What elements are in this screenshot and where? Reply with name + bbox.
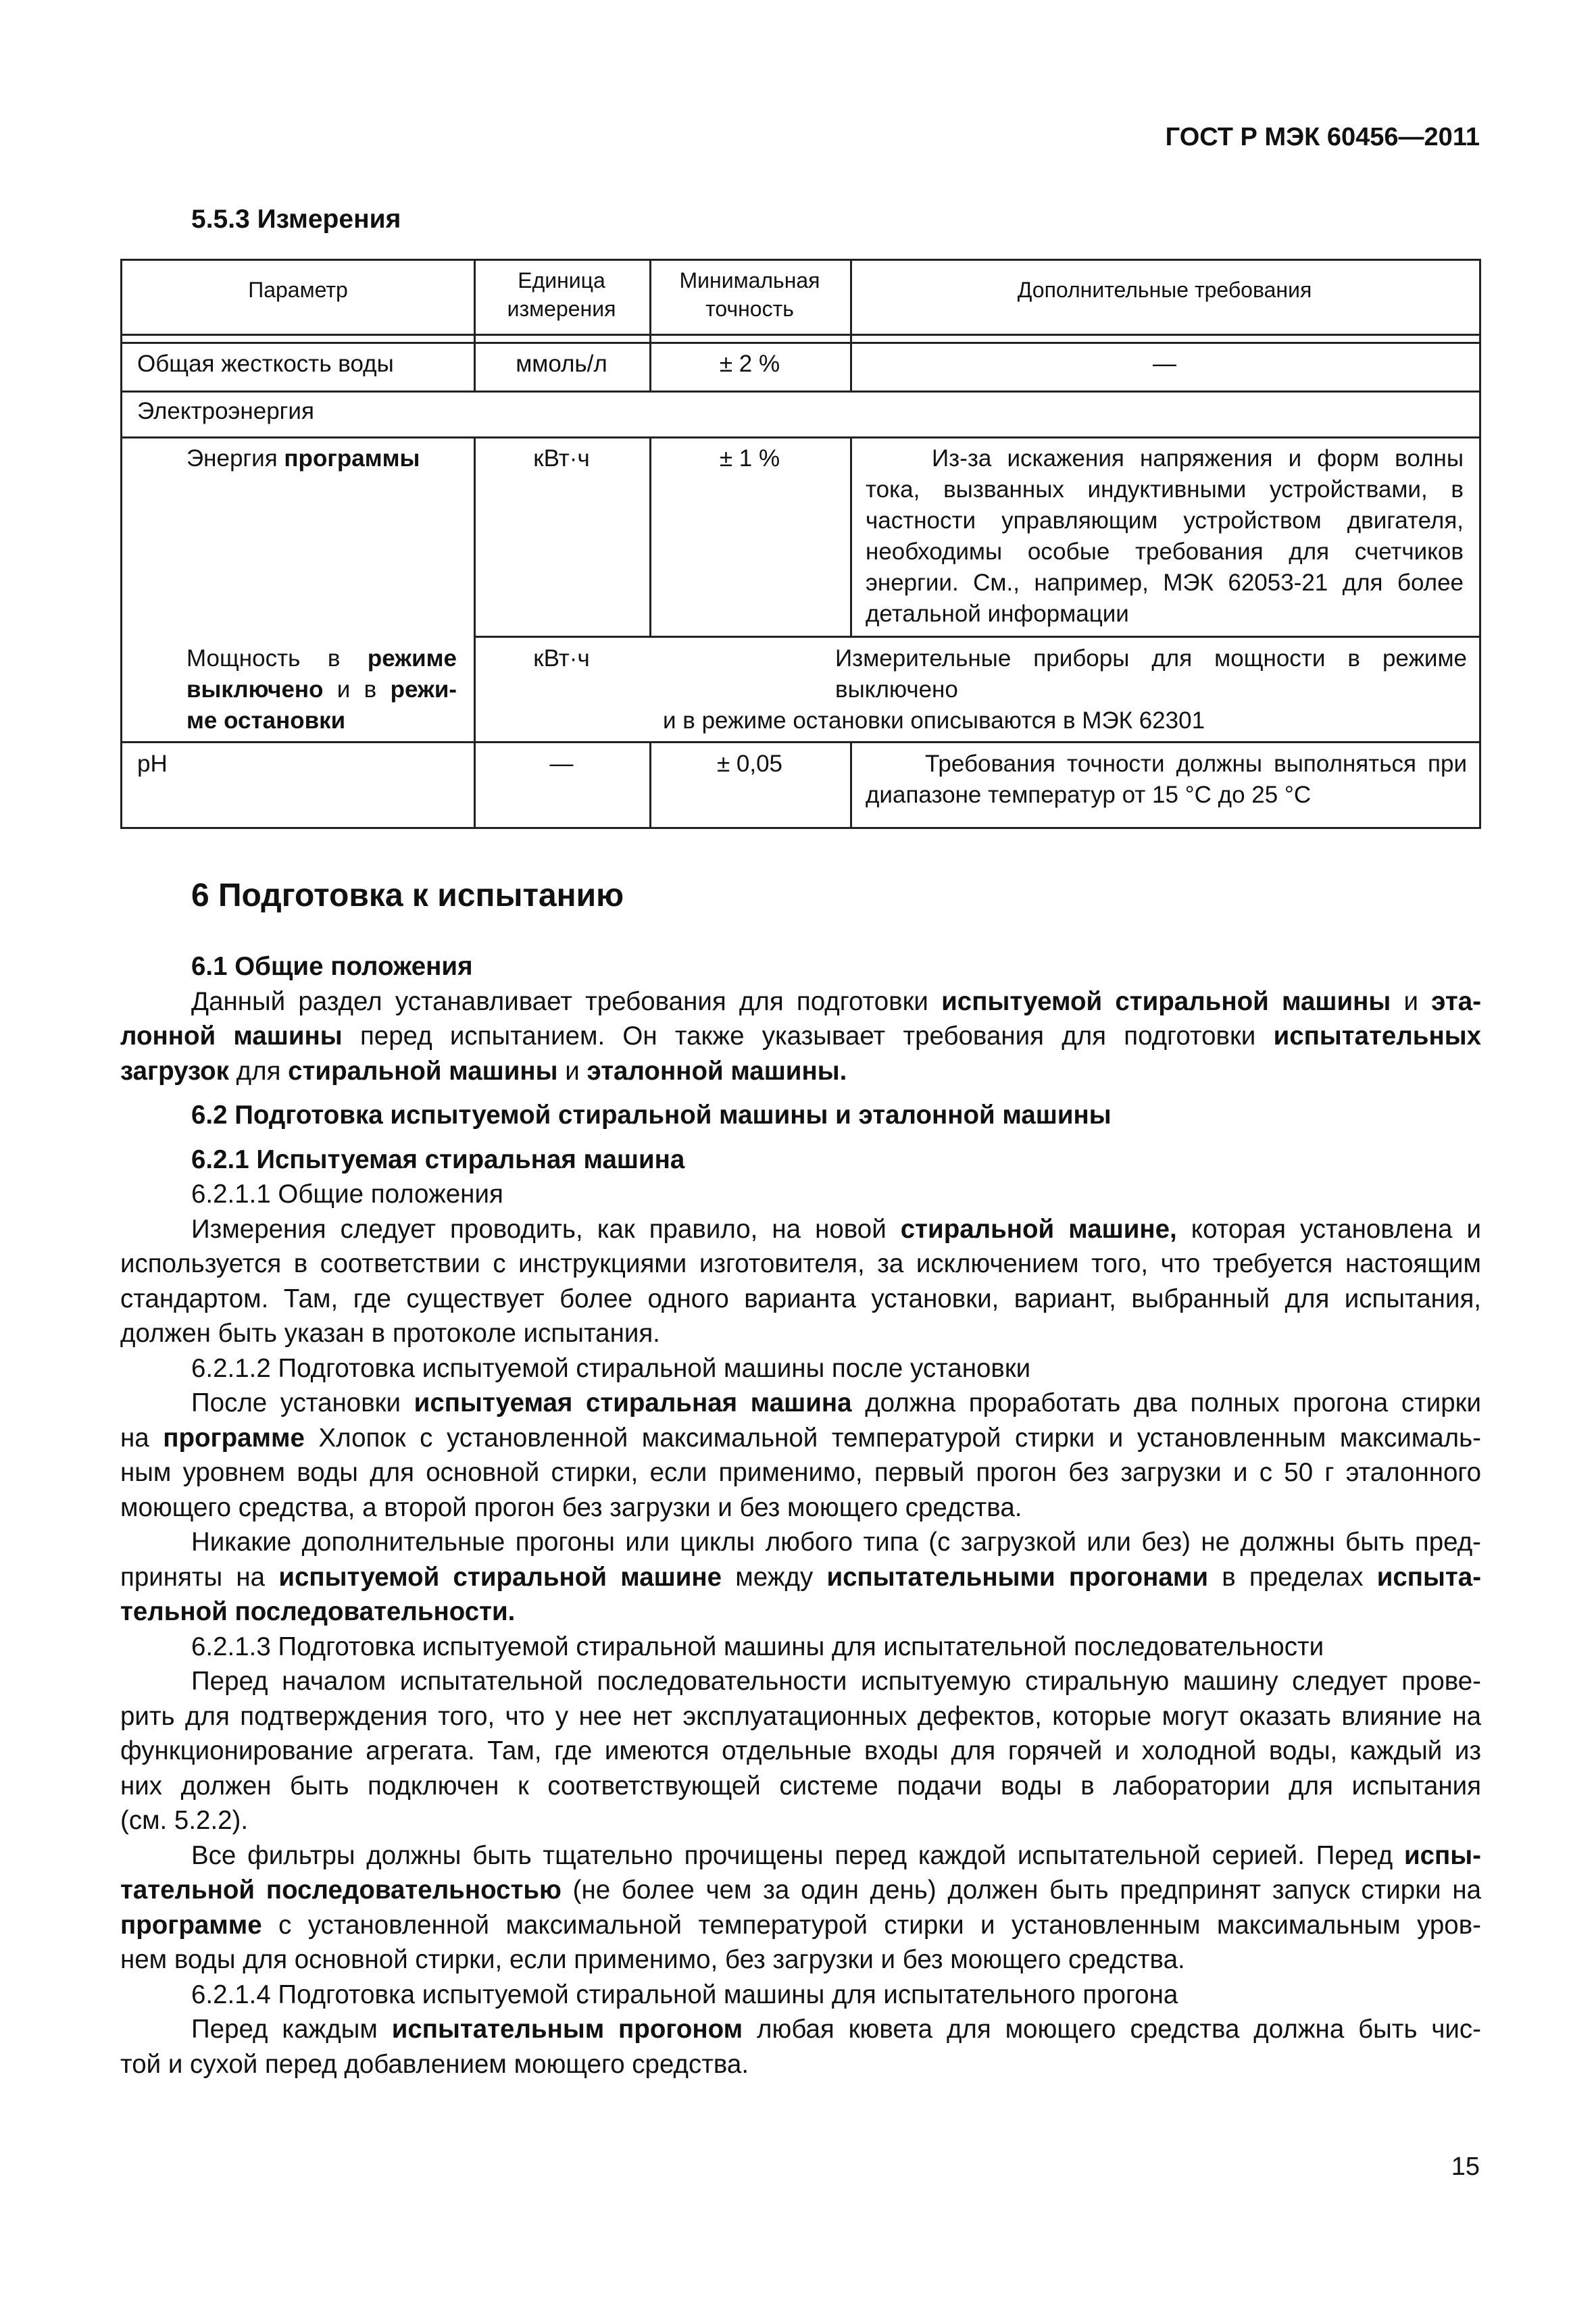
param-text: Энергия bbox=[186, 445, 284, 472]
bold-term: программе bbox=[163, 1423, 305, 1453]
req-line: частности управляющим устройством двигателя, bbox=[866, 507, 1464, 534]
row-program-energy-req bbox=[866, 443, 1464, 630]
param-term: режи- bbox=[390, 676, 457, 703]
heading-6-1-text: 6.1 Общие положения bbox=[191, 952, 473, 981]
text-line bbox=[120, 1386, 1481, 1421]
row-water-hardness-accuracy: ± 2 % bbox=[719, 351, 780, 377]
text-run: в пределах bbox=[1208, 1562, 1377, 1592]
text-line: функционирование агрегата. Там, где имеются отдельные входы для горячей и холодной воды, каждый из bbox=[120, 1736, 1481, 1765]
paragraph-6-2-1-1 bbox=[120, 1212, 1481, 1351]
paragraph-6-2-1-2a bbox=[120, 1386, 1481, 1525]
bold-term: испытательным прогоном bbox=[391, 2015, 743, 2044]
clause-6-2-1-2 bbox=[120, 1351, 1481, 1386]
table-rule bbox=[122, 391, 1479, 393]
param-line bbox=[186, 674, 457, 705]
standard-header: ГОСТ Р МЭК 60456—2011 bbox=[1165, 123, 1480, 151]
row-off-mode-unit: кВт·ч bbox=[533, 645, 590, 672]
param-text: и в bbox=[323, 676, 391, 703]
clause-6-2-1-3 bbox=[120, 1630, 1481, 1665]
text-run: между bbox=[722, 1562, 827, 1592]
param-text: Мощность в bbox=[186, 645, 368, 672]
text-run: должна проработать два полных прогона стирки bbox=[851, 1388, 1481, 1417]
text-line: 6.2.1.2 Подготовка испытуемой стиральной машины после установки bbox=[191, 1353, 1031, 1383]
section-6-title: 6 Подготовка к испытанию bbox=[191, 878, 624, 913]
text-run: Все фильтры должны быть тщательно прочищены перед каждой испытательной серией. Перед bbox=[191, 1840, 1404, 1870]
text-run: для bbox=[228, 1056, 289, 1086]
text-line: Никакие дополнительные прогоны или циклы любого типа (с загрузкой или без) не должны быть пред- bbox=[191, 1528, 1481, 1557]
text-line: стандартом. Там, где существует более одного варианта установки, вариант, выбранный для испытания, bbox=[120, 1284, 1481, 1313]
text-line bbox=[120, 1560, 1481, 1595]
row-water-hardness-param: Общая жесткость воды bbox=[137, 351, 394, 377]
param-line bbox=[186, 643, 457, 674]
text-line: рить для подтверждения того, что у нее нет эксплуатационных дефектов, которые могут оказать влияние на bbox=[120, 1701, 1481, 1731]
section-6-body bbox=[120, 949, 1481, 2082]
text-line: 6.2.1.4 Подготовка испытуемой стиральной машины для испытательного прогона bbox=[191, 1980, 1178, 2009]
text-line bbox=[120, 1019, 1481, 1054]
text-line: той и сухой перед добавлением моющего средства. bbox=[120, 2049, 749, 2079]
text-run: Перед каждым bbox=[191, 2015, 392, 2044]
req-line: необходимы особые требования для счетчиков bbox=[866, 538, 1464, 565]
paragraph-6-2-1-3b bbox=[120, 1838, 1481, 1978]
bold-term: эта- bbox=[1431, 986, 1482, 1016]
text-line: Перед началом испытательной последовательности испытуемую стиральную машину следует прове- bbox=[191, 1667, 1481, 1696]
header-param: Параметр bbox=[248, 278, 348, 302]
table-rule bbox=[850, 436, 852, 636]
text-line: должен быть указан в протоколе испытания. bbox=[120, 1319, 660, 1348]
param-term: ме остановки bbox=[186, 707, 346, 734]
row-program-energy-unit: кВт·ч bbox=[533, 445, 590, 472]
bold-term: программе bbox=[120, 1910, 262, 1940]
bold-term: стиральной машины bbox=[288, 1056, 558, 1086]
bold-term: тательной последовательностью bbox=[120, 1876, 562, 1905]
text-run: на bbox=[120, 1423, 164, 1453]
row-off-mode-note bbox=[663, 643, 1467, 736]
heading-6-1 bbox=[120, 949, 1481, 984]
text-line bbox=[120, 984, 1481, 1020]
bold-term: лонной машины bbox=[120, 1022, 343, 1051]
req-line: энергии. См., например, МЭК 62053-21 для более bbox=[866, 570, 1464, 596]
text-line bbox=[120, 1873, 1481, 1908]
measurements-table bbox=[120, 259, 1481, 829]
text-line bbox=[120, 2012, 1481, 2047]
row-ph-param: pH bbox=[137, 751, 168, 777]
text-line bbox=[120, 1098, 1481, 1133]
row-off-mode-param bbox=[186, 643, 457, 736]
page-number: 15 bbox=[1451, 2153, 1480, 2181]
table-rule bbox=[850, 741, 852, 829]
heading-6-2-1-text: 6.2.1 Испытуемая стиральная машина bbox=[191, 1145, 685, 1174]
bold-term: тельной последовательности. bbox=[120, 1597, 516, 1626]
bold-term: испытательных bbox=[1273, 1022, 1481, 1051]
header-unit-line: измерения bbox=[507, 297, 616, 321]
note-line: Измерительные приборы для мощности в режиме выключено bbox=[835, 645, 1467, 703]
table-rule bbox=[474, 636, 1479, 638]
row-program-energy-accuracy: ± 1 % bbox=[719, 445, 780, 472]
text-line: используется в соответствии с инструкциями изготовителя, за исключением того, что требуется настоящим bbox=[120, 1249, 1481, 1278]
row-ph-unit: — bbox=[549, 751, 574, 777]
row-ph-req bbox=[866, 749, 1467, 811]
bold-term: стиральной машине, bbox=[900, 1214, 1177, 1244]
text-run: (не более чем за один день) должен быть предпринят запуск стирки на bbox=[561, 1876, 1482, 1905]
req-line: диапазоне температур от 15 °С до 25 °С bbox=[866, 782, 1312, 808]
text-run: Данный раздел устанавливает требования для подготовки bbox=[191, 986, 942, 1016]
text-line bbox=[120, 949, 1481, 984]
req-line: тока, вызванных индуктивными устройствами, в bbox=[866, 476, 1464, 503]
row-electricity-param: Электроэнергия bbox=[137, 398, 314, 424]
header-accuracy-line: точность bbox=[705, 297, 794, 321]
paragraph-6-2-1-2b bbox=[120, 1525, 1481, 1630]
heading-6-2 bbox=[120, 1098, 1481, 1133]
section-5-5-3-title: 5.5.3 Измерения bbox=[191, 205, 401, 234]
text-run: и bbox=[1391, 986, 1432, 1016]
heading-6-2-1 bbox=[120, 1142, 1481, 1178]
text-line bbox=[120, 1594, 1481, 1630]
bold-term: испытуемой стиральной машине bbox=[278, 1562, 722, 1592]
table-rule bbox=[122, 342, 1479, 344]
text-run: которая установлена и bbox=[1176, 1214, 1481, 1244]
req-line: детальной информации bbox=[866, 601, 1129, 627]
table-rule bbox=[122, 334, 1479, 336]
text-run: После установки bbox=[191, 1388, 414, 1417]
bold-term: испытательными прогонами bbox=[826, 1562, 1208, 1592]
text-line bbox=[120, 1142, 1481, 1178]
bold-term: загрузок bbox=[120, 1056, 229, 1086]
text-run: любая кювета для моющего средства должна быть чис- bbox=[743, 2015, 1481, 2044]
text-run: Хлопок с установленной максимальной температурой стирки и установленным максималь- bbox=[304, 1423, 1482, 1453]
row-ph-accuracy: ± 0,05 bbox=[716, 751, 783, 777]
text-line: (см. 5.2.2). bbox=[120, 1806, 249, 1835]
header-accuracy-line: Минимальная bbox=[679, 268, 820, 293]
text-run: приняты на bbox=[120, 1562, 279, 1592]
text-run: и bbox=[557, 1056, 587, 1086]
note-line: и в режиме остановки описываются в МЭК 62301 bbox=[663, 707, 1205, 734]
row-water-hardness-req: — bbox=[1153, 351, 1176, 377]
paragraph-6-2-1-3a bbox=[120, 1664, 1481, 1838]
text-line bbox=[120, 1838, 1481, 1873]
bold-term: испытуемая стиральная машина bbox=[414, 1388, 852, 1417]
heading-6-2-text: 6.2 Подготовка испытуемой стиральной машины и эталонной машины bbox=[191, 1101, 1112, 1130]
text-run: перед испытанием. Он также указывает требования для подготовки bbox=[342, 1022, 1274, 1051]
text-line bbox=[120, 1054, 1481, 1089]
header-unit-line: Единица bbox=[518, 268, 605, 293]
paragraph-6-2-1-4 bbox=[120, 2012, 1481, 2082]
text-line: 6.2.1.3 Подготовка испытуемой стиральной машины для испытательной последовательности bbox=[191, 1632, 1324, 1661]
bold-term: испы- bbox=[1403, 1840, 1481, 1870]
text-line: нем воды для основной стирки, если применимо, без загрузки и без моющего средства. bbox=[120, 1945, 1185, 1974]
text-run: Измерения следует проводить, как правило, на новой bbox=[191, 1214, 901, 1244]
text-line: ным уровнем воды для основной стирки, если применимо, первый прогон без загрузки и с 50 г эталонного bbox=[120, 1458, 1481, 1487]
text-line: 6.2.1.1 Общие положения bbox=[191, 1180, 503, 1209]
header-unit bbox=[474, 266, 649, 323]
bold-term: испыта- bbox=[1376, 1562, 1482, 1592]
param-line bbox=[186, 705, 457, 736]
text-run: с установленной максимальной температурой стирки и установленным максимальным уров- bbox=[261, 1910, 1481, 1940]
header-requirements: Дополнительные требования bbox=[1017, 278, 1312, 302]
row-water-hardness-unit: ммоль/л bbox=[516, 351, 607, 377]
clause-6-2-1-4 bbox=[120, 1978, 1481, 2013]
header-accuracy bbox=[649, 266, 850, 323]
table-rule bbox=[122, 741, 1479, 743]
clause-6-2-1-1 bbox=[120, 1177, 1481, 1212]
param-term: режиме bbox=[367, 645, 457, 672]
req-line: Требования точности должны выполняться при bbox=[925, 751, 1467, 777]
row-program-energy-param bbox=[186, 443, 420, 474]
text-line bbox=[120, 1908, 1481, 1943]
paragraph-6-1 bbox=[120, 984, 1481, 1089]
text-line bbox=[120, 1421, 1481, 1456]
bold-term: испытуемой стиральной машины bbox=[941, 986, 1391, 1016]
param-term: программы bbox=[284, 445, 420, 472]
text-line bbox=[120, 1212, 1481, 1247]
bold-term: эталонной машины. bbox=[587, 1056, 847, 1086]
text-line: них должен быть подключен к соответствующей системе подачи воды в лаборатории для испытания bbox=[120, 1771, 1481, 1801]
table-rule bbox=[122, 436, 1479, 438]
text-line: моющего средства, а второй прогон без загрузки и без моющего средства. bbox=[120, 1492, 1022, 1522]
param-term: выключено bbox=[186, 676, 324, 703]
req-line: Из-за искажения напряжения и форм волны bbox=[932, 445, 1464, 472]
